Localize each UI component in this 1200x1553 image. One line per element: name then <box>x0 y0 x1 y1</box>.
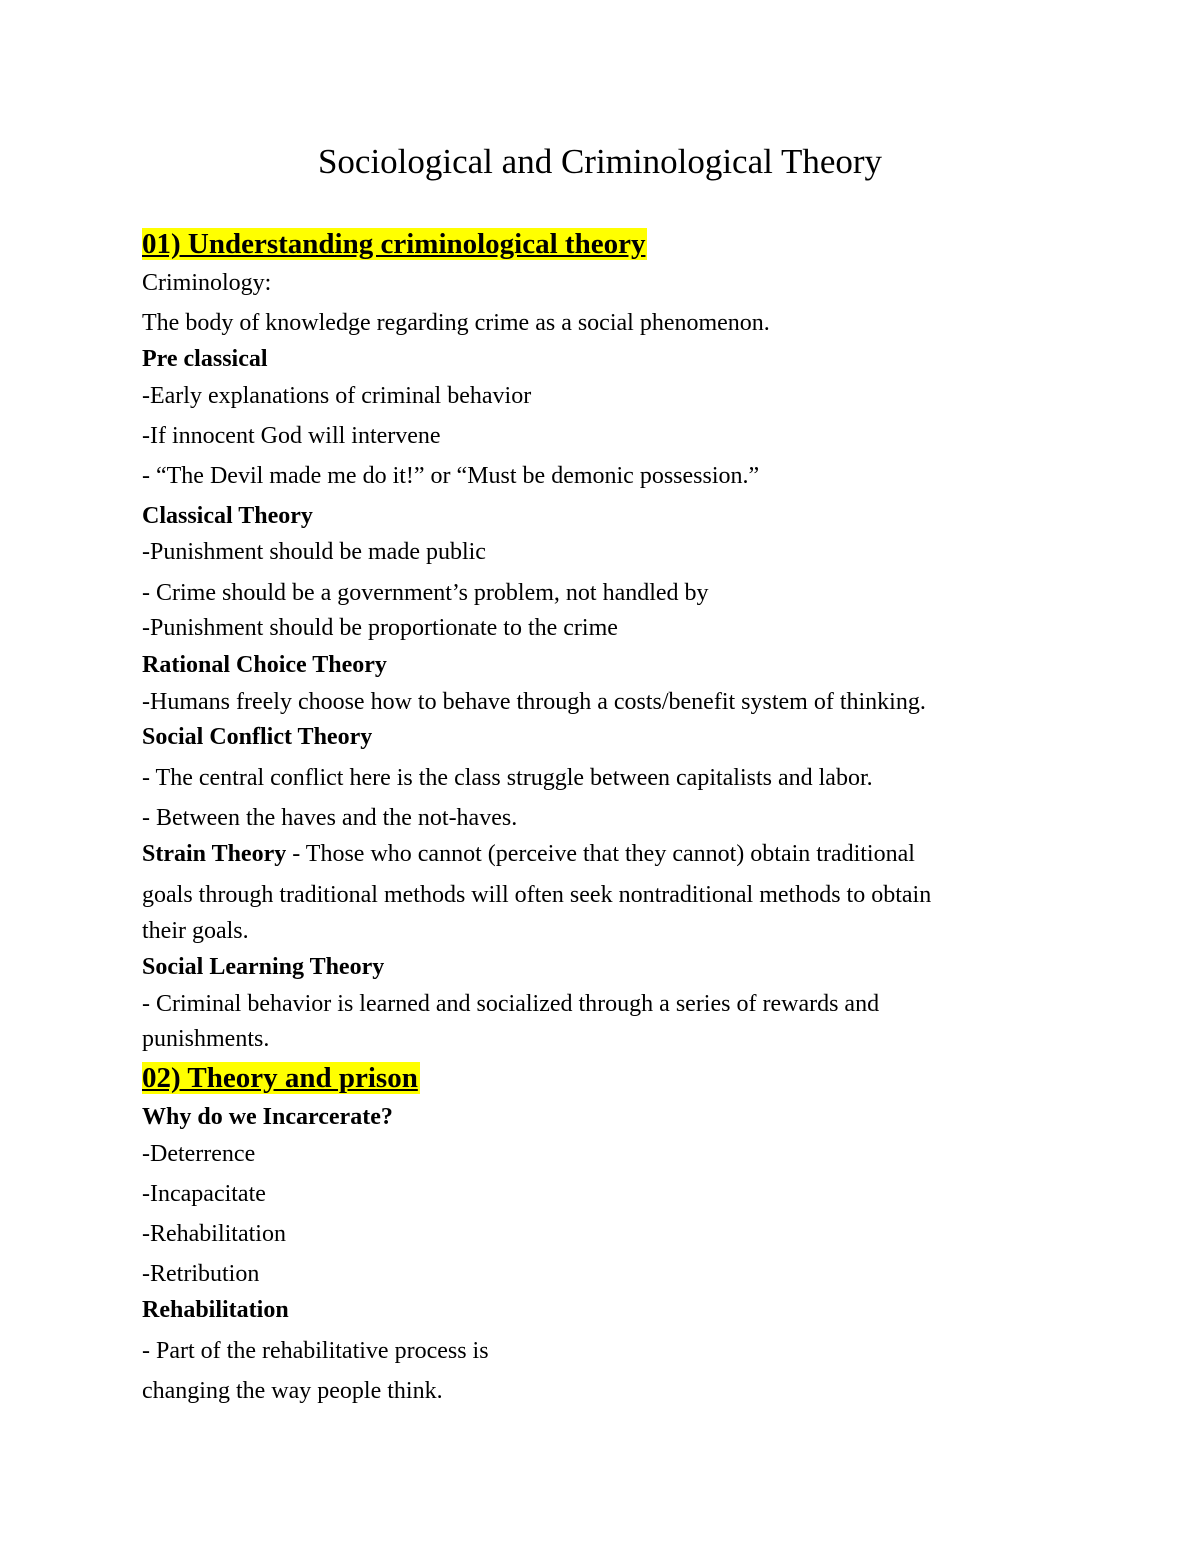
pre-classical-label: Pre classical <box>142 346 268 372</box>
rehabilitation-label: Rehabilitation <box>142 1297 289 1323</box>
section-heading-text: 01) Understanding criminological theory <box>142 228 646 260</box>
social-conflict-point: - The central conflict here is the class struggle between capitalists and labor. <box>142 765 873 791</box>
social-conflict-point: - Between the haves and the not-haves. <box>142 805 518 831</box>
section-heading-theory-prison <box>142 1060 420 1096</box>
strain-theory-line: goals through traditional methods will often seek nontraditional methods to obtain <box>142 882 932 908</box>
why-incarcerate-point: -Deterrence <box>142 1141 256 1167</box>
strain-theory-text: - Those who cannot (perceive that they cannot) obtain traditional <box>286 841 915 867</box>
why-incarcerate-label: Why do we Incarcerate? <box>142 1104 393 1130</box>
classical-theory-label: Classical Theory <box>142 503 313 529</box>
rehabilitation-line: - Part of the rehabilitative process is <box>142 1338 489 1364</box>
criminology-label: Criminology: <box>142 270 272 296</box>
section-heading-understanding <box>142 226 647 262</box>
why-incarcerate-point: -Retribution <box>142 1261 260 1287</box>
pre-classical-point: -If innocent God will intervene <box>142 423 441 449</box>
strain-theory-label: Strain Theory <box>142 841 287 867</box>
why-incarcerate-point: -Rehabilitation <box>142 1221 286 1247</box>
strain-theory-line <box>142 839 915 869</box>
social-conflict-label: Social Conflict Theory <box>142 724 373 750</box>
document-title: Sociological and Criminological Theory <box>317 142 883 181</box>
section-heading-text: 02) Theory and prison <box>142 1062 418 1094</box>
strain-theory-line: their goals. <box>142 918 249 944</box>
rational-choice-label: Rational Choice Theory <box>142 652 387 678</box>
why-incarcerate-point: -Incapacitate <box>142 1181 266 1207</box>
classical-theory-point: - Crime should be a government’s problem, not handled by <box>142 580 709 606</box>
classical-theory-point: -Punishment should be proportionate to the crime <box>142 615 618 641</box>
criminology-definition: The body of knowledge regarding crime as a social phenomenon. <box>142 310 770 336</box>
rehabilitation-line: changing the way people think. <box>142 1378 443 1404</box>
pre-classical-point: - “The Devil made me do it!” or “Must be demonic possession.” <box>142 463 760 489</box>
social-learning-line: - Criminal behavior is learned and socialized through a series of rewards and <box>142 991 880 1017</box>
social-learning-line: punishments. <box>142 1026 270 1052</box>
pre-classical-point: -Early explanations of criminal behavior <box>142 383 532 409</box>
social-learning-label: Social Learning Theory <box>142 954 385 980</box>
classical-theory-point: -Punishment should be made public <box>142 539 486 565</box>
rational-choice-point: -Humans freely choose how to behave through a costs/benefit system of thinking. <box>142 689 926 715</box>
